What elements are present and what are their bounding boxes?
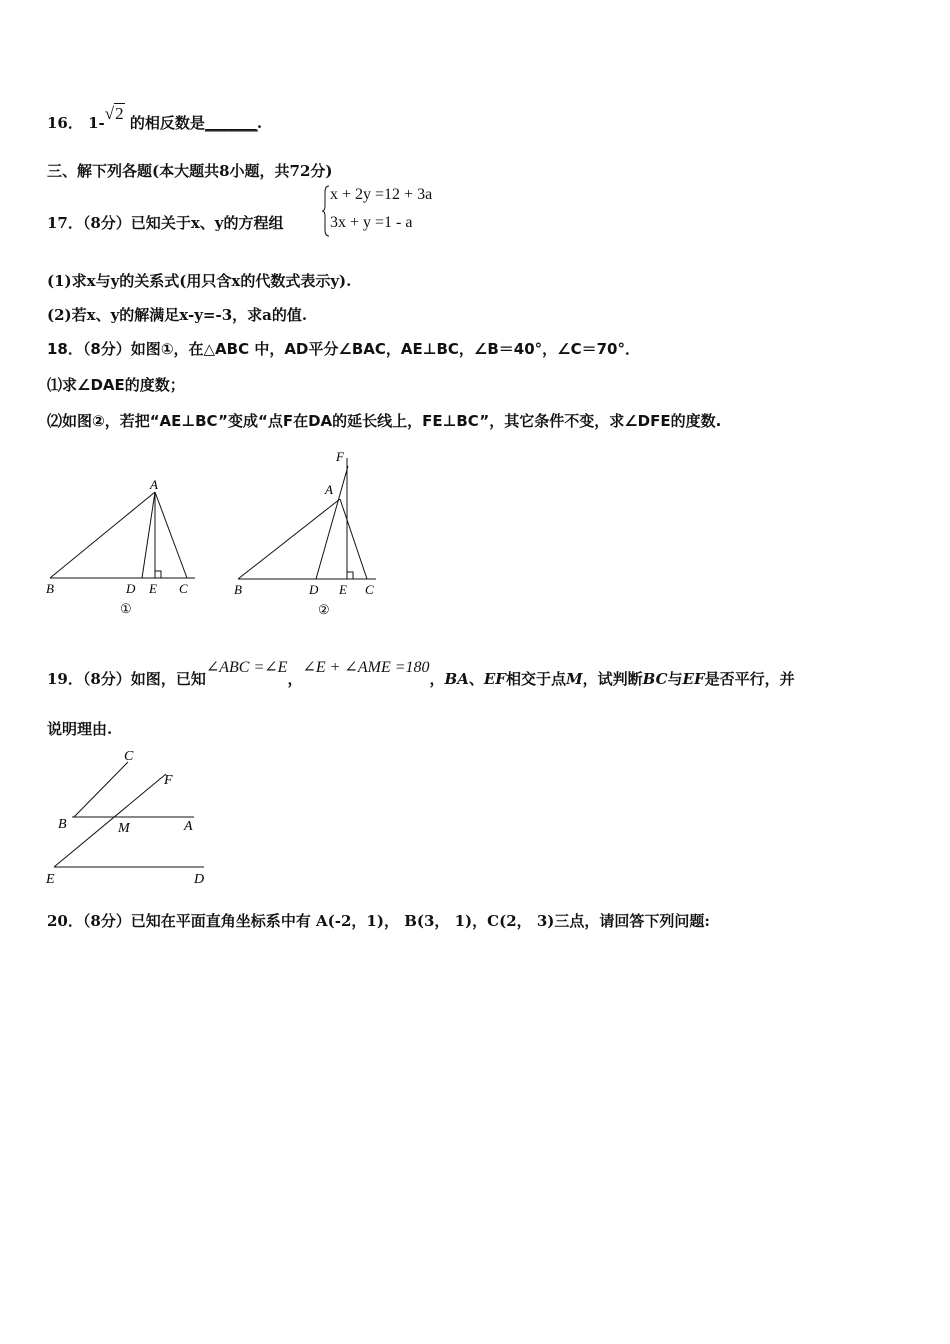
q16-end: .	[256, 114, 263, 132]
q18-part1: ⑴求∠DAE的度数；	[47, 376, 185, 394]
q19-condition-1: ∠ABC =∠E	[205, 659, 288, 676]
q16-suffix: 的相反数是	[129, 114, 205, 132]
sqrt-icon: √	[104, 104, 115, 123]
equation-system	[322, 184, 462, 238]
q19-m: M	[565, 670, 583, 688]
fig1-label-D: D	[126, 581, 136, 596]
q19-mid4: 是否平行，并	[704, 670, 795, 688]
sqrt-expression	[105, 104, 125, 124]
fig2-label-B: B	[234, 582, 242, 597]
q19-mid2: ，试判断	[582, 670, 643, 688]
fig3-label-M: M	[118, 821, 130, 836]
fig2-label-D: D	[309, 582, 319, 597]
q19-mid1: 相交于点	[505, 670, 566, 688]
sqrt-radicand: 2	[115, 104, 124, 123]
q18-part2: ⑵如图②，若把“AE⊥BC”变成“点F在DA的延长线上，FE⊥BC”，其它条件不变，求∠DFE的度数.	[47, 412, 722, 430]
q19-sep: 、	[468, 670, 484, 688]
fig1-label-E: E	[149, 581, 157, 596]
fig3-label-E: E	[46, 872, 55, 887]
fig1-label-C: C	[179, 581, 188, 596]
q19-sep0: ，	[429, 670, 445, 688]
fig1-caption: ①	[120, 601, 132, 616]
q19-number: 19．	[47, 670, 83, 688]
q19-condition-2: ∠E + ∠AME =180	[302, 659, 430, 676]
q19-ef: EF	[483, 670, 506, 688]
q19-mid3: 与	[667, 670, 683, 688]
q19-line2: 说明理由.	[47, 720, 113, 738]
q16-prefix: 1-	[88, 114, 105, 132]
q18-text: （8分）如图①，在△ABC 中，AD平分∠BAC，AE⊥BC，∠B＝40°，∠C＝70°．	[82, 340, 640, 358]
parallel-lines-figure	[42, 742, 222, 892]
q19-line	[47, 659, 795, 689]
triangle-figure-1	[42, 470, 212, 620]
equation-2: 3x + y =1 - a	[330, 214, 413, 231]
fig3-label-A: A	[184, 819, 193, 834]
q18-number: 18．	[47, 340, 83, 358]
fig3-label-F: F	[164, 773, 173, 788]
left-brace-icon	[322, 184, 330, 238]
q19-bc: BC	[642, 670, 668, 688]
q19-ef2: EF	[682, 670, 705, 688]
equation-1: x + 2y =12 + 3a	[330, 186, 433, 203]
q16-blank: ________	[204, 114, 257, 132]
q18-line	[47, 338, 640, 359]
q19-comma: ，	[287, 670, 303, 688]
fig3-label-C: C	[124, 749, 134, 764]
q17-score: （8分）已知关于x、y的方程组	[82, 214, 284, 232]
fig3-label-B: B	[58, 817, 67, 832]
triangle-figure-2	[228, 446, 398, 626]
fig2-label-F: F	[336, 449, 344, 464]
q19-ba: BA	[444, 670, 469, 688]
fig2-caption: ②	[318, 602, 330, 617]
fig1-label-A: A	[150, 477, 158, 492]
q17-number: 17．	[47, 214, 83, 232]
q17-part1: (1)求x与y的关系式(用只含x的代数式表示y).	[47, 272, 352, 290]
q16-number: 16．	[47, 114, 83, 132]
q17-line	[47, 212, 283, 233]
fig3-label-D: D	[194, 872, 205, 887]
q16-line	[47, 104, 263, 133]
q19-score: （8分）如图，已知	[82, 670, 206, 688]
fig2-label-A: A	[325, 482, 333, 497]
fig1-label-B: B	[46, 581, 54, 596]
q17-part2: (2)若x、y的解满足x-y=-3，求a的值.	[47, 306, 308, 324]
fig2-label-E: E	[339, 582, 347, 597]
fig2-label-C: C	[365, 582, 374, 597]
q20-line: 20．（8分）已知在平面直角坐标系中有 A(-2，1)， B(3， 1)，C(2， 3)三点，请回答下列问题:	[47, 912, 710, 930]
section-title: 三、解下列各题(本大题共8小题，共72分)	[47, 162, 333, 180]
